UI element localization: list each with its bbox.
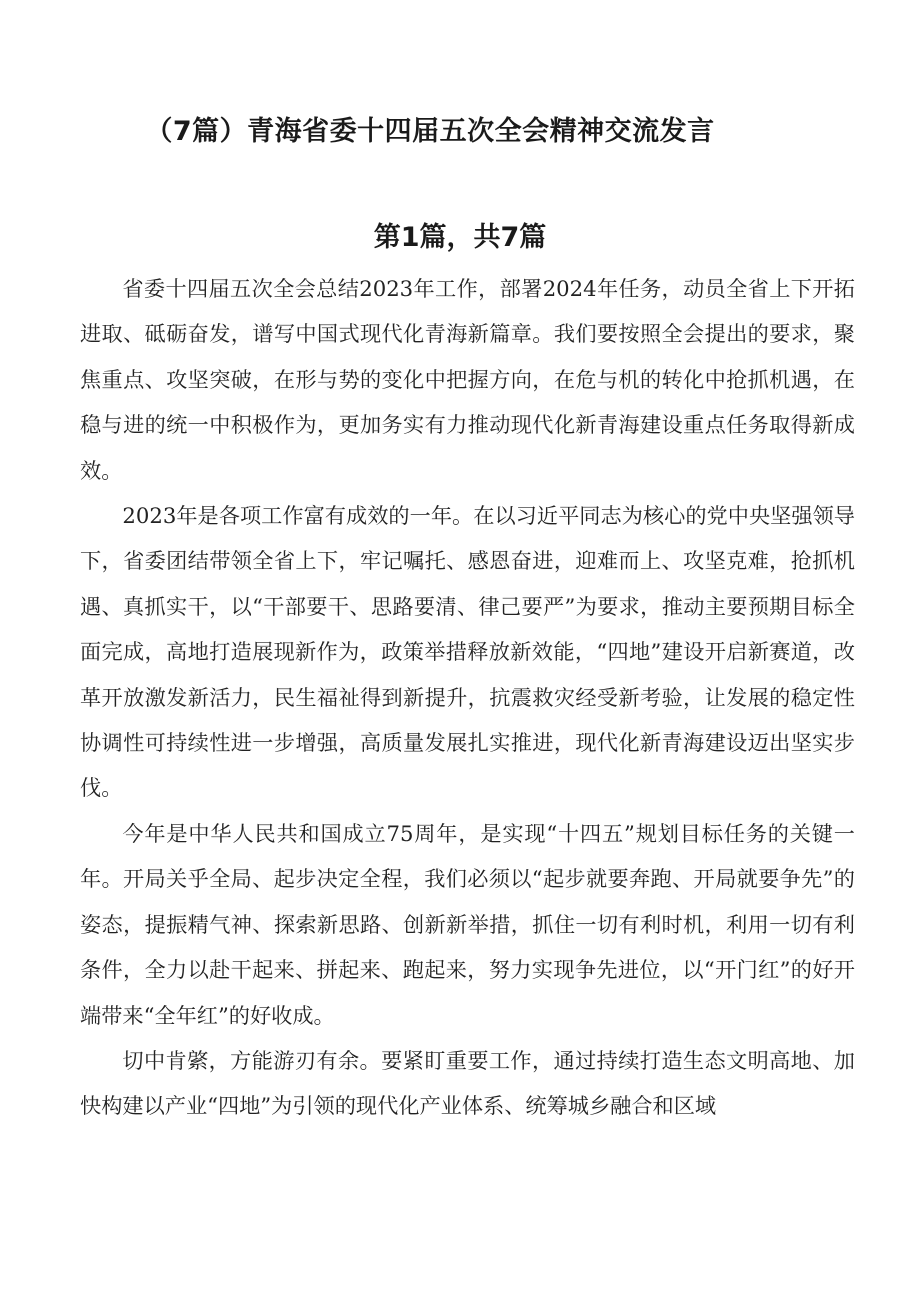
section-subtitle: 第1篇，共7篇 xyxy=(373,222,547,253)
paragraph: 省委十四届五次全会总结2023年工作，部署2024年任务，动员全省上下开拓进取、砥砺奋发，谱写中国式现代化青海新篇章。我们要按照全会提出的要求，聚焦重点、攻坚突破，在形与势的变化中把握方向，在危与机的转化中抢抓机遇，在稳与进的统一中积极作为，更加务实有力推动现代化新青海建设重点任务取得新成效。 xyxy=(80,276,855,483)
paragraph: 切中肯綮，方能游刃有余。要紧盯重要工作，通过持续打造生态文明高地、加快构建以产业“四地”为引领的现代化产业体系、统筹城乡融合和区域 xyxy=(80,1047,855,1119)
document-title: （7篇）青海省委十四届五次全会精神交流发言 xyxy=(145,116,715,147)
paragraph: 2023年是各项工作富有成效的一年。在以习近平同志为核心的党中央坚强领导下，省委团结带领全省上下，牢记嘱托、感恩奋进，迎难而上、攻坚克难，抢抓机遇、真抓实干，以“干部要干、思路要清、律己要严”为要求，推动主要预期目标全面完成，高地打造展现新作为，政策举措释放新效能，“四地”建设开启新赛道，改革开放激发新活力，民生福祉得到新提升，抗震救灾经受新考验，让发展的稳定性协调性可持续性进一步增强，高质量发展扎实推进，现代化新青海建设迈出坚实步伐。 xyxy=(80,503,855,801)
document-body xyxy=(80,266,855,1129)
paragraph: 今年是中华人民共和国成立75周年，是实现“十四五”规划目标任务的关键一年。开局关乎全局、起步决定全程，我们必须以“起步就要奔跑、开局就要争先”的姿态，提振精气神、探索新思路、创新新举措，抓住一切有利时机，利用一切有利条件，全力以赴干起来、拼起来、跑起来，努力实现争先进位，以“开门红”的好开端带来“全年红”的好收成。 xyxy=(80,820,855,1028)
